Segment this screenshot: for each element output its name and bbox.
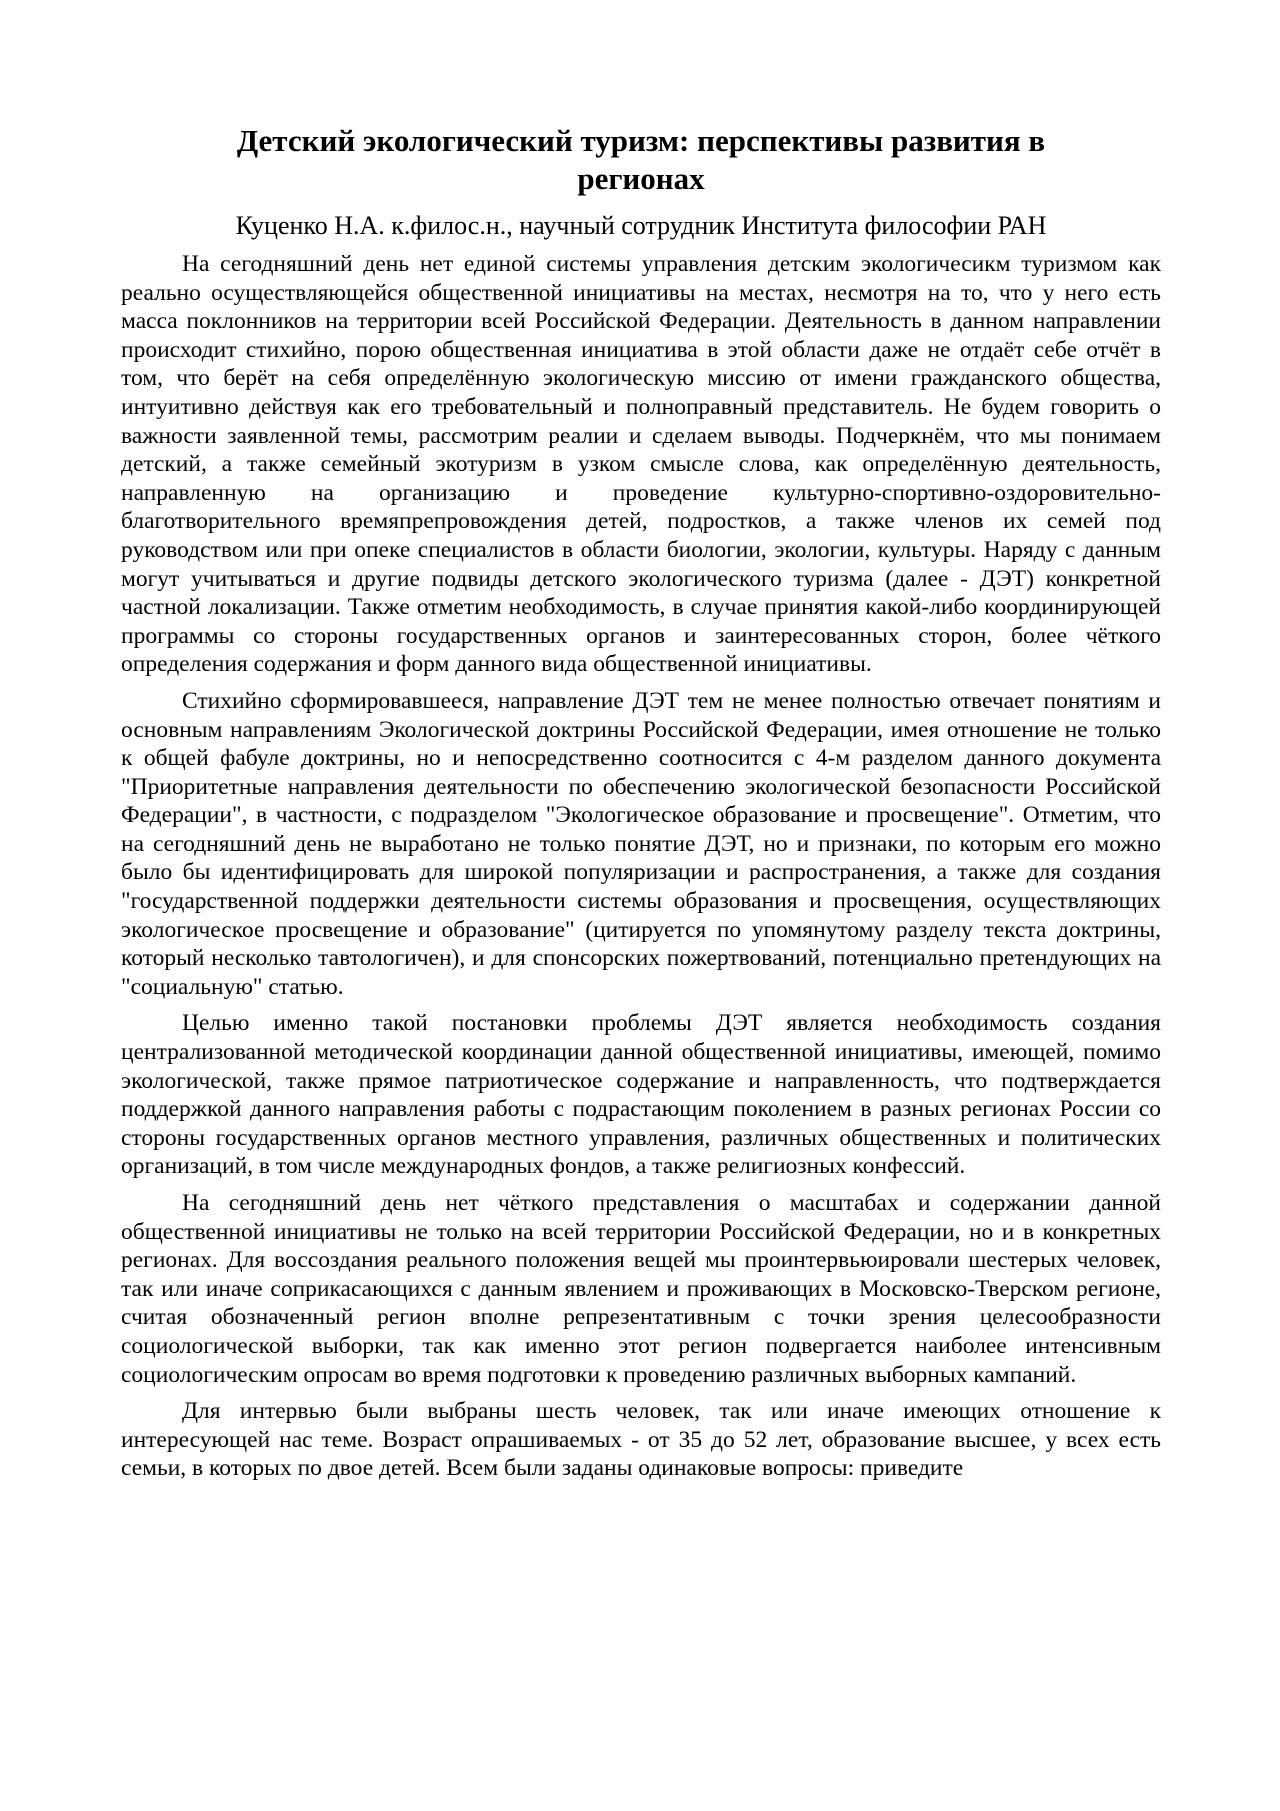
paragraph-5: Для интервью были выбраны шесть человек, так или иначе имеющих отношение к интересующей нас теме. Возраст опрашиваемых - от 35 до 52 лет, образование высшее, у всех есть семьи, в которых по двое детей. Всем были заданы одинаковые вопросы: приведите [121,1398,1161,1482]
paragraph-4: На сегодняшний день нет чёткого представления о масштабах и содержании данной общественной инициативы не только на всей территории Российской Федерации, но и в конкретных регионах. Для воссоздания реального положения вещей мы проинтервьюировали шестерых человек, так или иначе соприкасающихся с данным явлением и проживающих в Московско-Тверском регионе, считая обозначенный регион вполне репрезентативным с точки зрения целесообразности социологической выборки, так как именно этот регион подвергается наиболее интенсивным социологическим опросам во время подготовки к проведению различных выборных кампаний. [121,1190,1161,1388]
author-line: Куценко Н.А. к.филос.н., научный сотрудник Института философии РАН [235,211,1047,240]
paragraph-3: Целью именно такой постановки проблемы ДЭТ является необходимость создания централизованной методической координации данной общественной инициативы, имеющей, помимо экологической, также прямое патриотическое содержание и направленность, что подтверждается поддержкой данного направления работы с подрастающим поколением в разных регионах России со стороны государственных органов местного управления, различных общественных и политических организаций, в том числе международных фондов, а также религиозных конфессий. [121,1010,1161,1180]
document-body [121,250,1161,1483]
document-page [121,122,1161,1491]
document-title: Детский экологический туризм: перспективы развития в регионах [236,123,1046,196]
paragraph-2: Стихийно сформировавшееся, направление ДЭТ тем не менее полностью отвечает понятиям и основным направлениям Экологической доктрины Российской Федерации, имея отношение не только к общей фабуле доктрины, но и непосредственно соотносится с 4-м разделом данного документа "Приоритетные направления деятельности по обеспечению экологической безопасности Российской Федерации", в частности, с подразделом "Экологическое образование и просвещение". Отметим, что на сегодняшний день не выработано не только понятие ДЭТ, но и признаки, по которым его можно было бы идентифицировать для широкой популяризации и распространения, а также для создания "государственной поддержки деятельности системы образования и просвещения, осуществляющих экологическое просвещение и образование" (цитируется по упомянутому разделу текста доктрины, который несколько тавтологичен), и для спонсорских пожертвований, потенциально претендующих на "социальную" статью. [121,687,1161,1000]
paragraph-1: На сегодняшний день нет единой системы управления детским экологичесикм туризмом как реально осуществляющейся общественной инициативы на местах, несмотря на то, что у него есть масса поклонников на территории всей Российской Федерации. Деятельность в данном направлении происходит стихийно, порою общественная инициатива в этой области даже не отдаёт себе отчёт в том, что берёт на себя определённую экологическую миссию от имени гражданского общества, интуитивно действуя как его требовательный и полноправный представитель. Не будем говорить о важности заявленной темы, рассмотрим реалии и сделаем выводы. Подчеркнём, что мы понимаем детский, а также семейный экотуризм в узком смысле слова, как определённую деятельность, направленную на организацию и проведение культурно-спортивно-оздоровительно-благотворительного времяпрепровождения детей, подростков, а также членов их семей под руководством или при опеке специалистов в области биологии, экологии, культуры. Наряду с данным могут учитываться и другие подвиды детского экологического туризма (далее - ДЭТ) конкретной частной локализации. Также отметим необходимость, в случае принятия какой-либо координирующей программы со стороны государственных органов и заинтересованных сторон, более чёткого определения содержания и форм данного вида общественной инициативы. [121,251,1161,678]
